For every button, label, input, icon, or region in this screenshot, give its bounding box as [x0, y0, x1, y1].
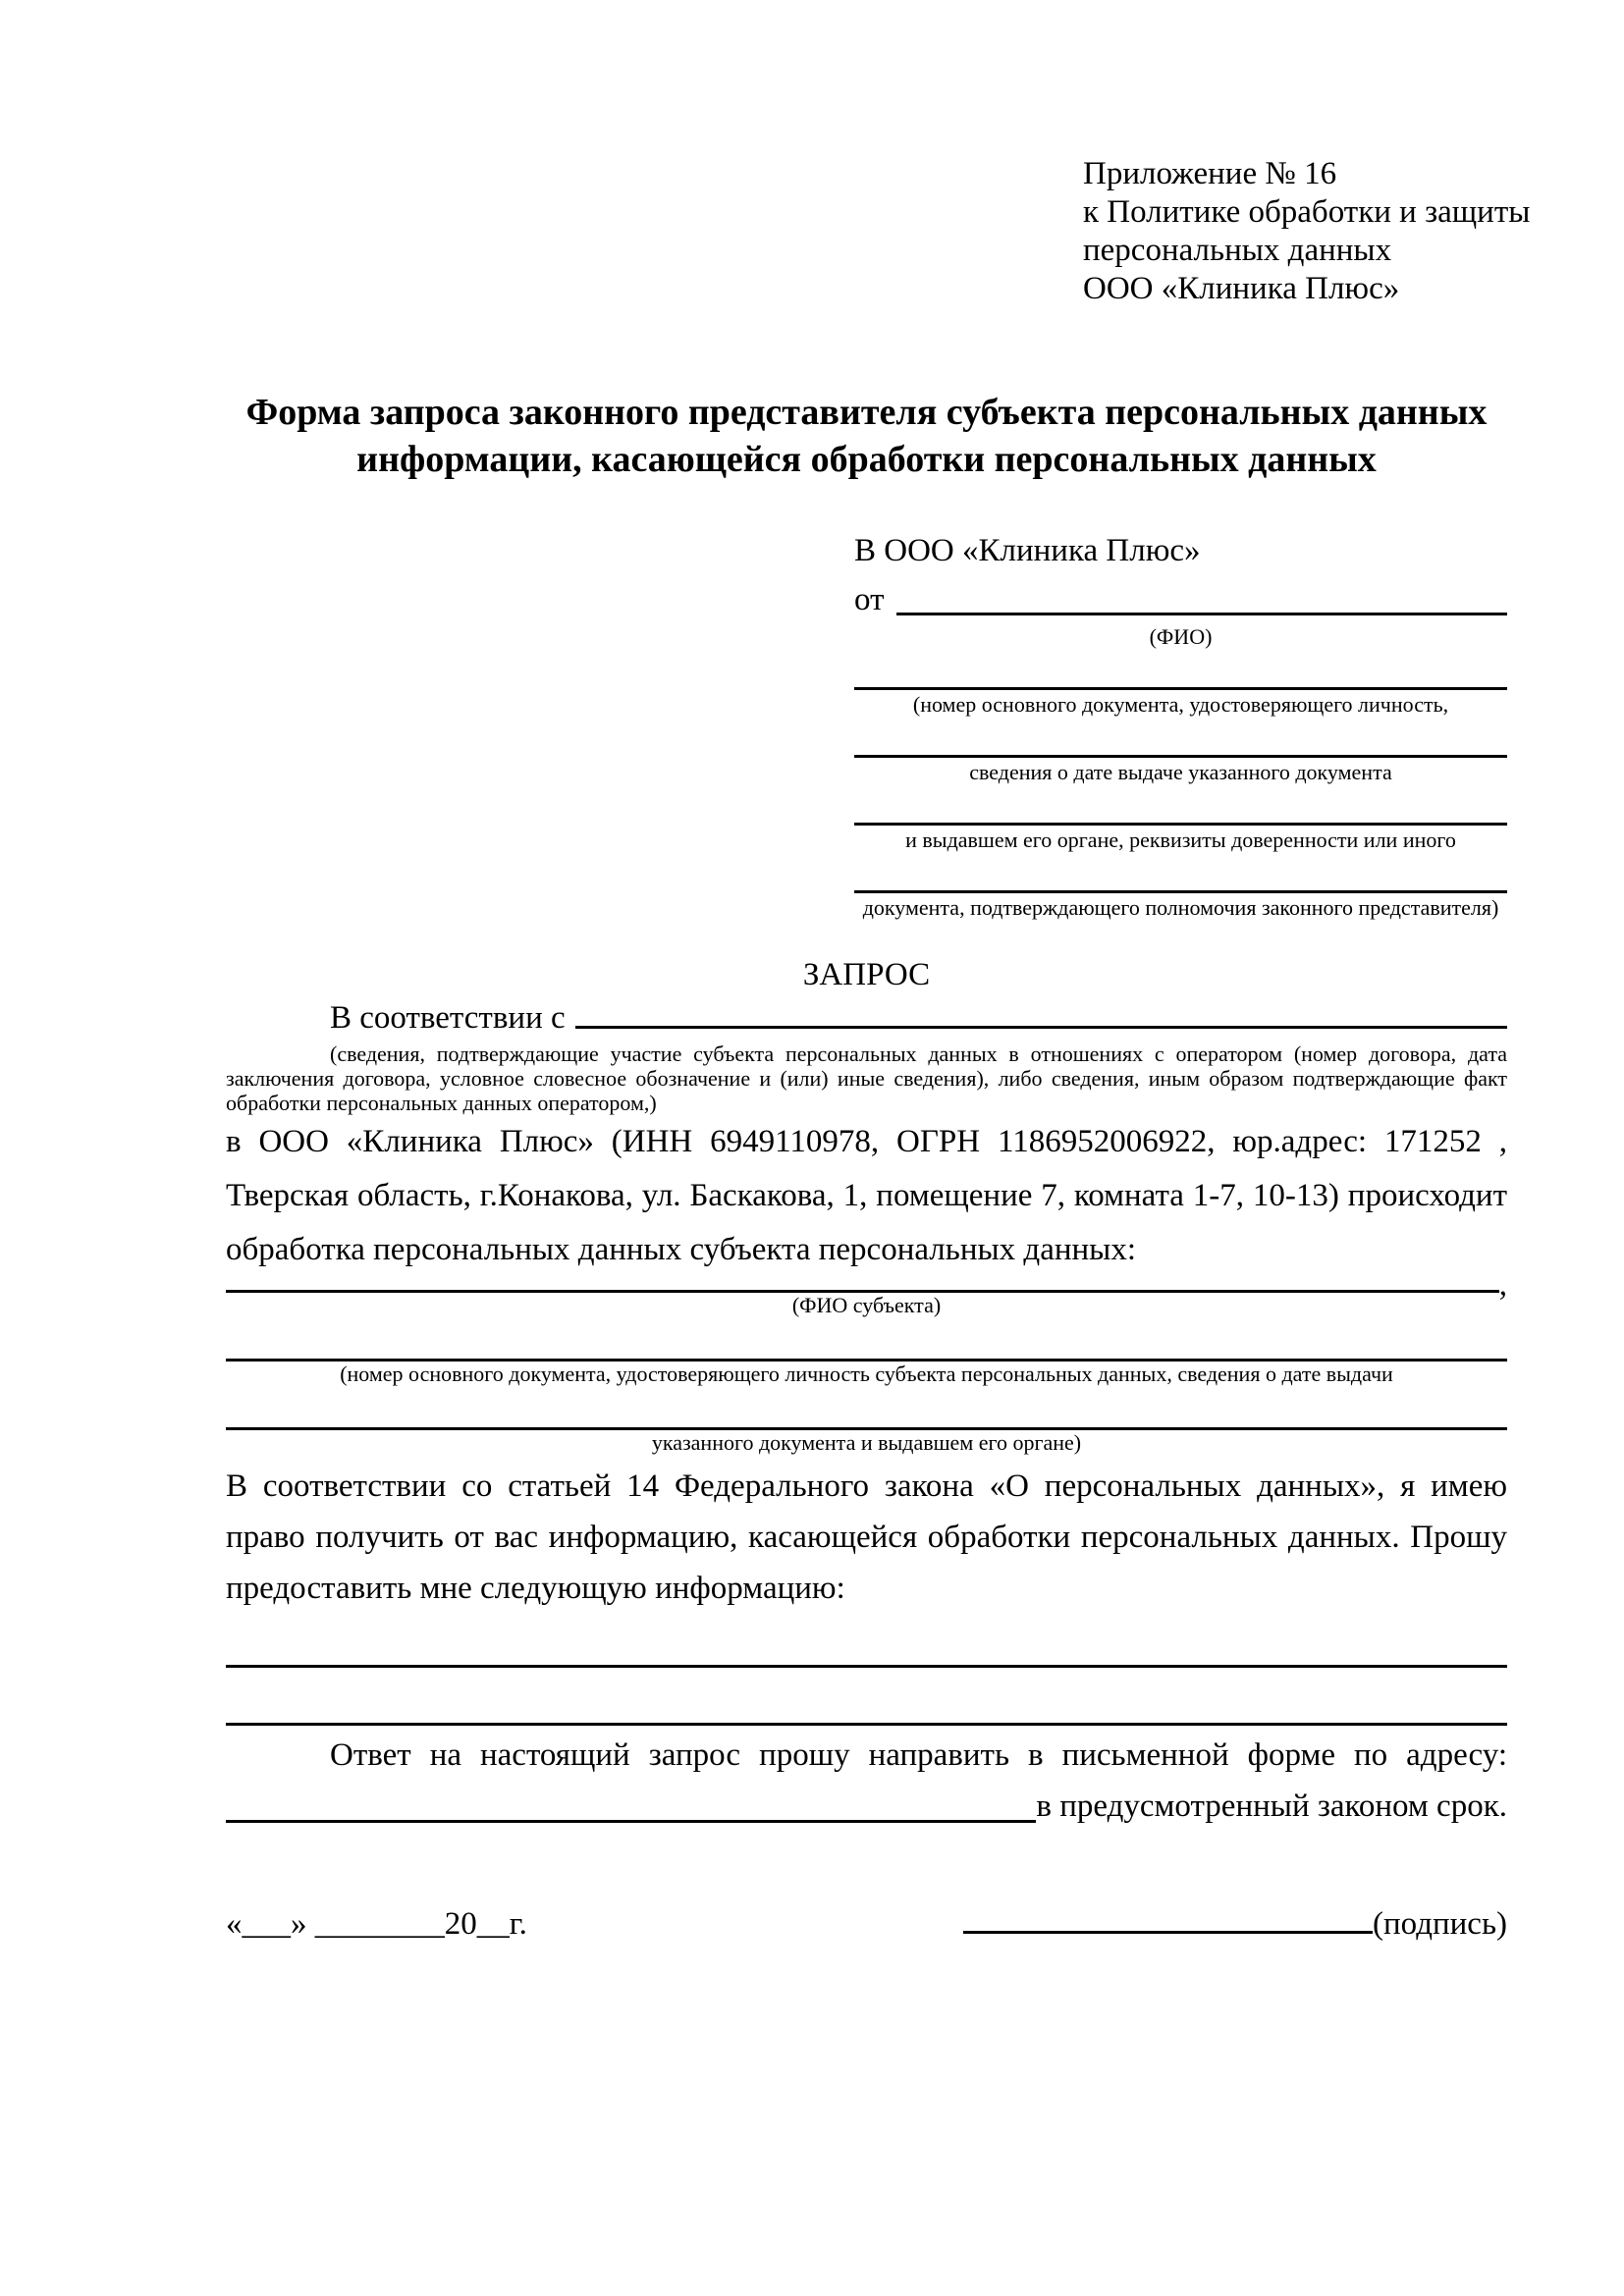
subject-fio-row [226, 1267, 1507, 1303]
document-title-line: Форма запроса законного представителя субъекта персональных данных [245, 392, 1488, 433]
operator-paragraph: в ООО «Клиника Плюс» (ИНН 6949110978, ОГРН 1186952006922, юр.адрес: 171252 , Тверская область, г.Конакова, ул. Баскакова, 1, помещение 7, комната 1-7, 10-13) происходит обработка персональных данных субъекта персональных данных: [226, 1124, 1507, 1267]
blank-caption: сведения о дате выдаче указанного документа [969, 760, 1392, 784]
answer-tail: в предусмотренный законом срок. [1036, 1789, 1507, 1824]
document-content [226, 155, 1531, 1946]
address-blank-row [226, 1781, 1507, 1832]
subject-doc-caption: указанного документа и выдавшем его органе) [651, 1430, 1082, 1455]
blank-caption: и выдавшем его органе, реквизиты доверенности или иного [905, 828, 1456, 852]
blank-field-group [854, 801, 1507, 852]
subject-doc-blank-line [226, 1386, 1507, 1430]
intro-caption: (сведения, подтверждающие участие субъекта персональных данных в отношениях с оператором (номер договора, дата заключения договора, условное словесное обозначение и (или) иные сведения), либо сведения, иным образом подтверждающие факт обработки персональных данных оператором,) [226, 1041, 1507, 1115]
appendix-line: ООО «Клиника Плюс» [1083, 271, 1400, 306]
appendix-line: персональных данных [1083, 233, 1392, 268]
blank-line [854, 801, 1507, 826]
blank-caption: (номер основного документа, удостоверяющего личность, [912, 692, 1449, 717]
subject-doc-blank-line [226, 1317, 1507, 1362]
blank-field-group [854, 869, 1507, 920]
appendix-line: к Политике обработки и защиты [1083, 194, 1531, 230]
from-label: от [854, 582, 885, 617]
subject-fio-caption: (ФИО субъекта) [791, 1293, 942, 1317]
document-title [226, 389, 1507, 483]
fio-blank-line [896, 613, 1508, 615]
intro-label: В соответствии с [330, 1000, 566, 1036]
fio-caption: (ФИО) [1149, 624, 1213, 649]
law-paragraph: В соответствии со статьей 14 Федерального закона «О персональных данных», я имею право получить от вас информацию, касающейся обработки персональных данных. Прошу предоставить мне следующую информацию: [226, 1468, 1507, 1606]
addressee-block [854, 526, 1507, 920]
intro-field-row [226, 998, 1507, 1038]
info-blank-line [226, 1637, 1507, 1668]
blank-caption: документа, подтверждающего полномочия законного представителя) [862, 895, 1499, 920]
request-heading: ЗАПРОС [802, 957, 931, 992]
subject-doc-caption: (номер основного документа, удостоверяющего личность субъекта персональных данных, сведения о дате выдачи [340, 1362, 1393, 1386]
from-field-row [854, 575, 1507, 624]
intro-blank-line [575, 1026, 1507, 1029]
subject-fio-comma: , [1498, 1267, 1507, 1303]
blank-line [854, 869, 1507, 893]
blank-line [854, 733, 1507, 758]
date-line: «___» ________20__г. [226, 1906, 527, 1942]
signature-block [963, 1902, 1507, 1946]
info-blank-line [226, 1695, 1507, 1726]
document-title-line: информации, касающейся обработки персональных данных [356, 439, 1377, 480]
answer-paragraph: Ответ на настоящий запрос прошу направить в письменной форме по адресу: [330, 1737, 1507, 1773]
signature-blank-line [963, 1931, 1373, 1934]
appendix-header [1083, 155, 1531, 308]
blank-field-group [854, 666, 1507, 717]
appendix-line: Приложение № 16 [1083, 156, 1337, 191]
addressee-to: В ООО «Клиника Плюс» [854, 533, 1201, 568]
blank-line [854, 666, 1507, 690]
footer-row [226, 1902, 1507, 1946]
signature-caption: (подпись) [1373, 1906, 1507, 1942]
address-blank-line [226, 1820, 1036, 1823]
blank-field-group [854, 733, 1507, 784]
